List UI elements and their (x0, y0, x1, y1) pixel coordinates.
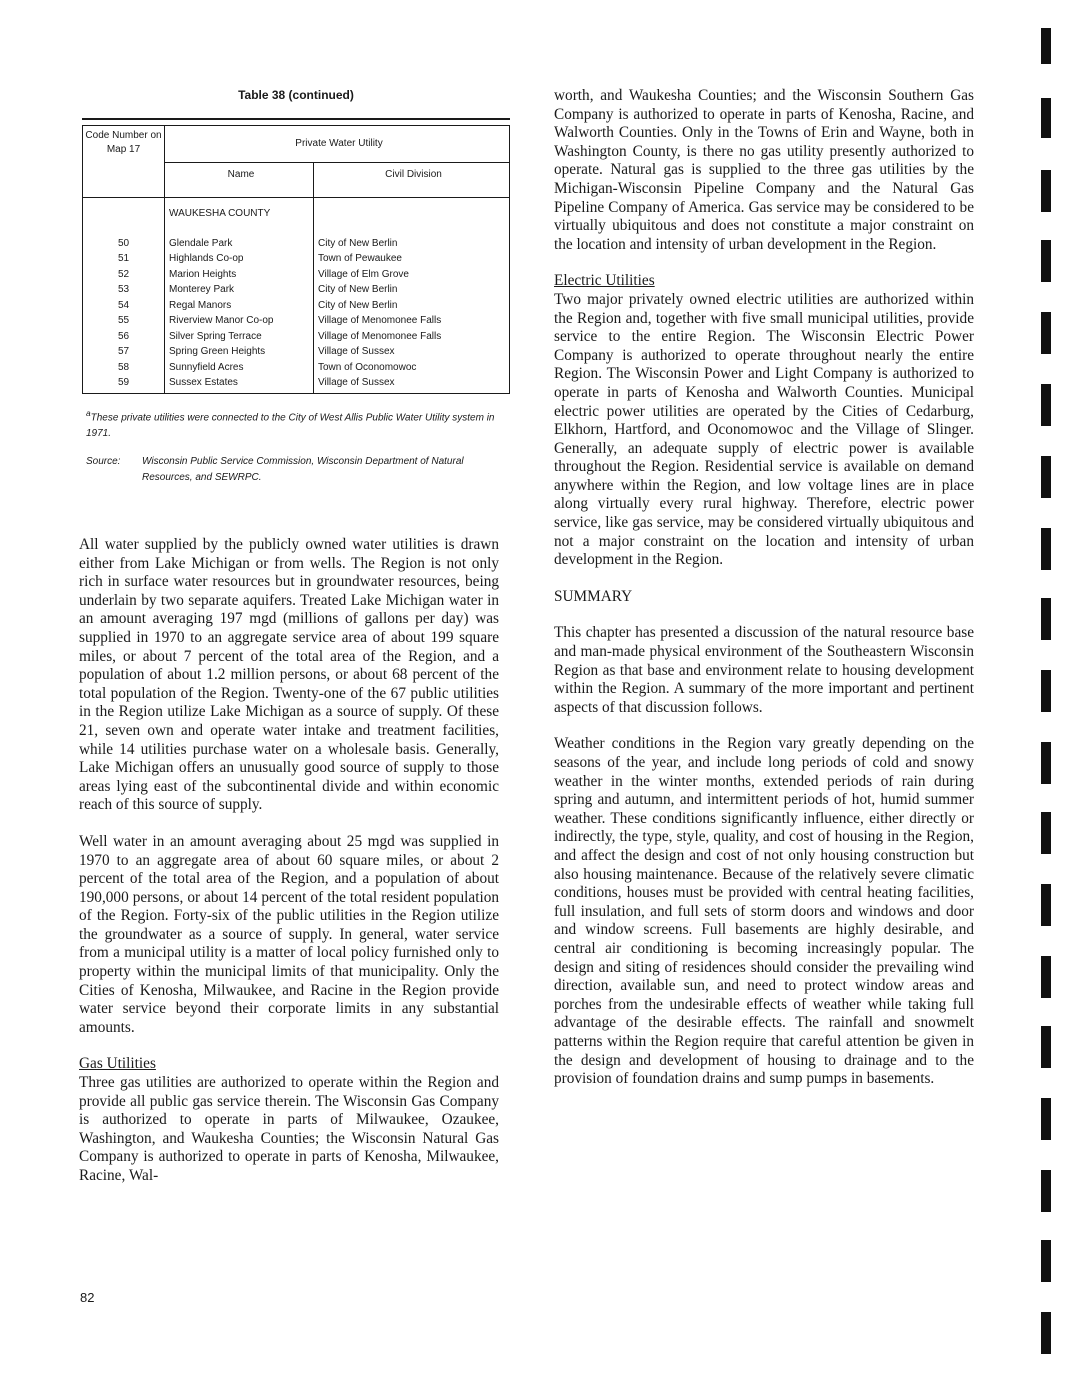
binding-mark (1041, 170, 1051, 212)
binding-mark (1041, 1312, 1051, 1354)
table-row: 57 Spring Green Heights Village of Sussex (83, 344, 510, 360)
binding-mark (1041, 240, 1051, 282)
footnote-marker: a (86, 408, 91, 418)
paragraph: Weather conditions in the Region vary greatly depending on the seasons of the year, and include long periods of cold and snowy weather in the winter months, extended periods of rain during spring and autumn, and intermittent periods of hot, humid summer weather. These conditions significantly influence, either directly or indirectly, the type, style, quality, and cost of housing in the Region, and affect the design and cost of not only housing construction but also housing maintenance. Because of the relatively severe climatic conditions, houses must be provided with central heating facilities, full insulation, and full sets of storm doors and windows and door and window screens. Full basements are highly desirable, and central air conditioning is becoming increasingly popular. The design and siting of residences should consider the prevailing wind direction, available sun, and need to protect window areas and porches from the undesirable effects of weather while taking full advantage of the desirable effects. The rainfall and snowmelt patterns within the Region require that careful attention be given in the design and development of housing to drainage and to the provision of foundation drains and sump pumps in basements. (554, 735, 974, 1088)
paragraph: worth, and Waukesha Counties; and the Wisconsin Southern Gas Company is authorized to operate in parts of Kenosha, Racine, and Walworth Counties. Only in the Towns of Erin and Wayne, both in Washington County, is there no gas utility presently authorized to operate. Natural gas is supplied to the three gas utilities by the Michigan-Wisconsin Pipeline Company and the Natural Gas Pipeline Company of America. Gas service may be considered to be virtually ubiquitous and does not constitute a major constraint on the location and intensity of urban development in the Region. (554, 87, 974, 253)
binding-mark (1041, 956, 1051, 998)
binding-marks (1036, 0, 1066, 1380)
binding-mark (1041, 1026, 1051, 1068)
binding-mark (1041, 598, 1051, 640)
binding-mark (1041, 384, 1051, 426)
table-row: 59 Sussex Estates Village of Sussex (83, 375, 510, 393)
left-column (79, 536, 499, 1204)
binding-mark (1041, 1098, 1051, 1140)
binding-mark (1041, 28, 1051, 64)
binding-mark (1041, 812, 1051, 854)
header-code: Code Number on Map 17 (83, 126, 165, 198)
paragraph: All water supplied by the publicly owned water utilities is drawn either from Lake Michigan or from wells. The Region is not only rich in surface water resources but in groundwater resources, being underlain by two separate aquifers. Treated Lake Michigan water in an amount averaging 197 mgd (millions of gallons per day) was supplied in 1970 to an aggregate service area of about 199 square miles, or about 7 percent of the total area of the Region, and a population of about 1.2 million persons, or about 68 percent of the total population of the Region. Twenty-one of the 67 public utilities in the Region utilize Lake Michigan as a source of supply. Of these 21, seven own and operate water intake and treatment facilities, while 14 utilities purchase water on a wholesale basis. Generally, Lake Michigan offers an unusually good source of supply to those areas lying east of the subcontinental divide and within economic reach of this source of supply. (79, 536, 499, 814)
paragraph: This chapter has presented a discussion of the natural resource base and man-made physical environment of the Southeastern Wisconsin Region as that base and environment relate to housing development within the Region. A summary of the more important and pertinent aspects of that discussion follows. (554, 624, 974, 716)
binding-mark (1041, 742, 1051, 784)
page-number: 82 (80, 1290, 95, 1305)
table-row: 58 Sunnyfield Acres Town of Oconomowoc (83, 360, 510, 376)
binding-mark (1041, 1170, 1051, 1212)
table-row: 56 Silver Spring Terrace Village of Menomonee Falls (83, 329, 510, 345)
county-heading: WAUKESHA COUNTY (165, 198, 314, 236)
header-name: Name (165, 163, 314, 198)
summary-heading: SUMMARY (554, 587, 633, 605)
table-source (86, 454, 510, 486)
binding-mark (1041, 312, 1051, 354)
binding-mark (1041, 98, 1051, 138)
binding-mark (1041, 528, 1051, 570)
table-row: 54 Regal Manors City of New Berlin (83, 298, 510, 314)
water-utility-table (82, 118, 510, 394)
table-title: Table 38 (continued) (238, 88, 354, 102)
right-column (554, 87, 974, 1107)
binding-mark (1041, 1240, 1051, 1282)
electric-utilities-heading: Electric Utilities (554, 272, 655, 290)
table-top-rule (82, 118, 510, 120)
table-row: 53 Monterey Park City of New Berlin (83, 282, 510, 298)
source-label: Source: (86, 456, 121, 467)
paragraph: Three gas utilities are authorized to operate within the Region and provide all public gas service therein. The Wisconsin Gas Company is authorized to operate in parts of Milwaukee, Ozaukee, Washington, and Waukesha Counties; the Wisconsin Natural Gas Company is authorized to operate in parts of Kenosha, Milwaukee, Racine, Wal- (79, 1074, 499, 1184)
table-row: 52 Marion Heights Village of Elm Grove (83, 267, 510, 283)
table-row: 55 Riverview Manor Co-op Village of Menomonee Falls (83, 313, 510, 329)
source-text: Wisconsin Public Service Commission, Wisconsin Department of Natural Resources, and SEWRPC. (142, 456, 464, 483)
paragraph: Two major privately owned electric utilities are authorized within the Region and, together with five small municipal utilities, provide service to the entire Region. The Wisconsin Electric Power Company is authorized to operate throughout nearly the entire Region. The Wisconsin Power and Light Company is authorized to operate in parts of Kenosha and Walworth Counties. Municipal electric power utilities are operated by the Cities of Cedarburg, Elkhorn, Hartford, and Oconomowoc and the Village of Slinger. Generally, an adequate supply of electric power is available throughout the Region. Residential service is available on demand anywhere within the Region, and low voltage lines are in place along virtually every rural highway. Therefore, electric power service, like gas service, may be considered virtually ubiquitous and not a major constraint on the location and intensity of urban development in the Region. (554, 290, 974, 569)
table-row: 51 Highlands Co-op Town of Pewaukee (83, 251, 510, 267)
header-private-water-utility: Private Water Utility (165, 126, 510, 163)
header-civil-division: Civil Division (314, 163, 510, 198)
table-footnote (86, 405, 510, 442)
footnote-text: These private utilities were connected to the City of West Allis Public Water Utility system in 1971. (86, 412, 495, 440)
binding-mark (1041, 670, 1051, 712)
binding-mark (1041, 456, 1051, 498)
gas-utilities-heading: Gas Utilities (79, 1055, 156, 1073)
binding-mark (1041, 884, 1051, 926)
paragraph: Well water in an amount averaging about 25 mgd was supplied in 1970 to an aggregate area of about 60 square miles, or about 2 percent of the total area of the Region, and a population of about 190,000 persons, or about 14 percent of the total resident population of the Region. Forty-six of the public utilities in the Region utilize the groundwater as a source of supply. In general, water service from a municipal utility is a matter of local policy furnished only to property within the municipal limits of that municipality. Only the Cities of Kenosha, Milwaukee, and Racine in the Region provide water service beyond their corporate limits in any substantial amounts. (79, 832, 499, 1036)
table-row: 50 Glendale Park City of New Berlin (83, 236, 510, 252)
